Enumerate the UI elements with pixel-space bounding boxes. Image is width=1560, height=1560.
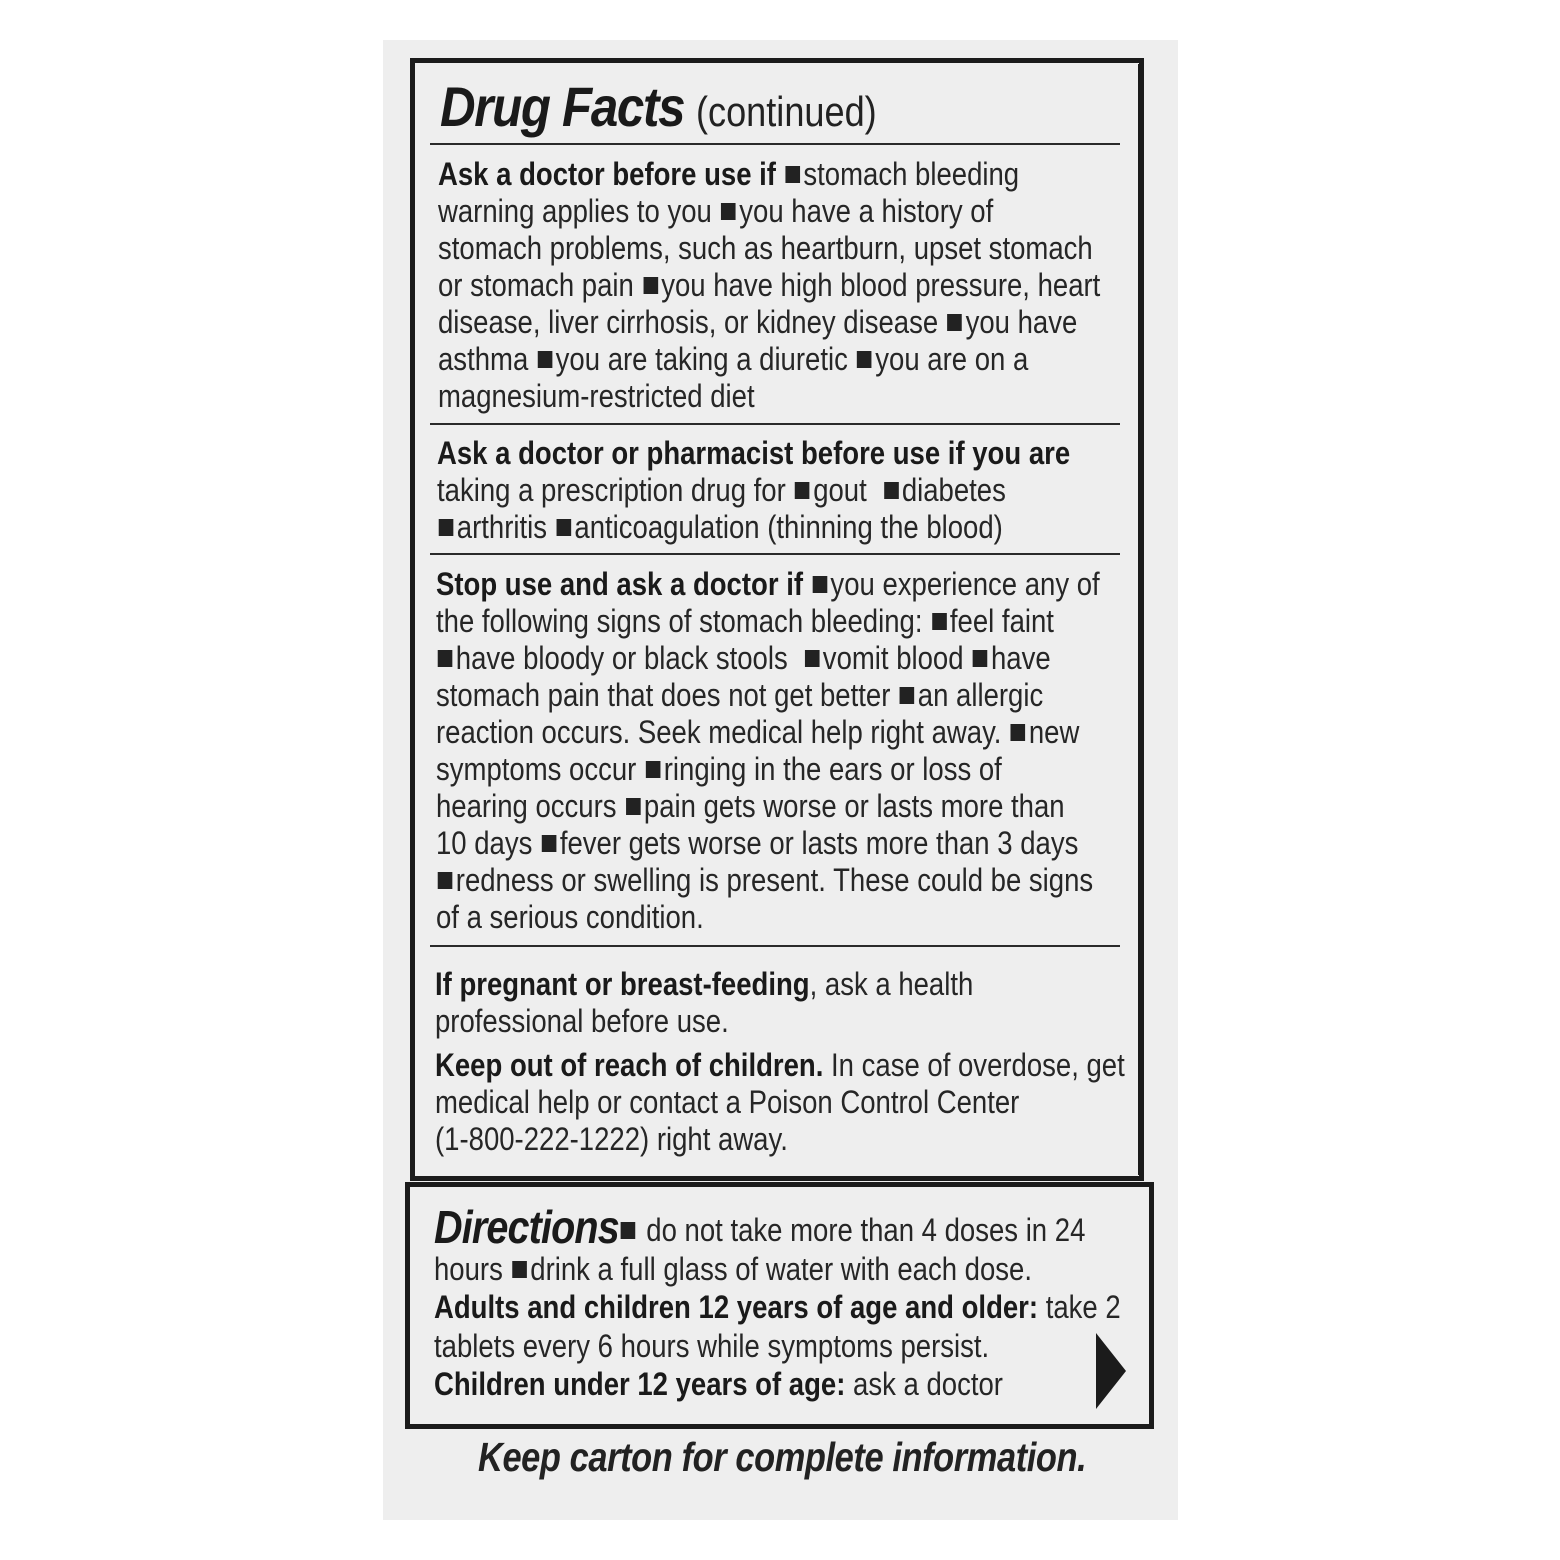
keep-out-section	[435, 1047, 1125, 1158]
text: have bloody or black stools	[455, 640, 788, 676]
bullet-icon	[857, 351, 872, 368]
text: warning applies to you	[438, 193, 712, 229]
text: anticoagulation (thinning the blood)	[574, 509, 1003, 545]
continue-arrow-icon	[1096, 1333, 1126, 1409]
bullet-icon	[973, 650, 988, 667]
text: hearing occurs	[436, 788, 617, 824]
text: In case of overdose, get	[823, 1047, 1125, 1083]
bullet-icon	[785, 166, 800, 183]
pregnant-section	[435, 966, 973, 1040]
text: you have high blood pressure, heart	[661, 267, 1101, 303]
bullet-icon	[932, 613, 947, 630]
title-continued: (continued)	[695, 88, 877, 135]
text: taking a prescription drug for	[437, 472, 786, 508]
text: do not take more than 4 doses in 24	[646, 1212, 1086, 1248]
bullet-icon	[538, 351, 553, 368]
text: arthritis	[456, 509, 547, 545]
text: you are taking a diuretic	[555, 341, 848, 377]
text: stomach problems, such as heartburn, upset stomach	[438, 230, 1093, 266]
divider	[430, 423, 1120, 425]
text: gout	[813, 472, 867, 508]
bullet-icon	[438, 650, 453, 667]
bullet-icon	[948, 314, 963, 331]
directions-title: Directions	[434, 1201, 619, 1253]
bullet-icon	[1011, 724, 1026, 741]
text: you are on a	[875, 341, 1029, 377]
bullet-icon	[646, 761, 661, 778]
keep-out-heading: Keep out of reach of children.	[435, 1047, 824, 1083]
text: take 2	[1038, 1289, 1121, 1325]
text: an allergic	[917, 677, 1044, 713]
bullet-icon	[812, 576, 827, 593]
adults-heading: Adults and children 12 years of age and older:	[434, 1289, 1039, 1325]
bullet-icon	[900, 687, 915, 704]
text: vomit blood	[822, 640, 964, 676]
children-heading: Children under 12 years of age:	[434, 1366, 846, 1402]
text: (1-800-222-1222) right away.	[435, 1121, 788, 1157]
ask-pharmacist-section	[437, 435, 1070, 546]
bullet-icon	[643, 277, 658, 294]
pregnant-heading: If pregnant or breast-feeding	[435, 966, 810, 1002]
text: fever gets worse or lasts more than 3 days	[559, 825, 1079, 861]
text: 10 days	[436, 825, 533, 861]
directions-section	[434, 1201, 1121, 1404]
text: medical help or contact a Poison Control Center	[435, 1084, 1020, 1120]
bullet-icon	[795, 482, 810, 499]
text: disease, liver cirrhosis, or kidney disease	[438, 304, 939, 340]
text: redness or swelling is present. These could be signs	[455, 862, 1094, 898]
text: hours	[434, 1250, 503, 1287]
text: feel faint	[949, 603, 1054, 639]
text: ringing in the ears or loss of	[663, 751, 1002, 787]
text: professional before use.	[435, 1003, 729, 1039]
text: you experience any of	[830, 566, 1100, 602]
stop-use-heading: Stop use and ask a doctor if	[436, 566, 804, 602]
bullet-icon	[884, 482, 899, 499]
stop-use-section	[436, 566, 1100, 936]
text: magnesium-restricted diet	[438, 378, 755, 414]
text: stomach bleeding	[803, 156, 1020, 192]
bullet-icon	[621, 1222, 636, 1239]
text: stomach pain that does not get better	[436, 677, 891, 713]
divider	[430, 553, 1120, 555]
ask-doctor-section	[438, 156, 1100, 415]
text: tablets every 6 hours while symptoms persist.	[434, 1327, 990, 1364]
text: asthma	[438, 341, 529, 377]
bullet-icon	[556, 519, 571, 536]
text: new	[1028, 714, 1080, 750]
text: or stomach pain	[438, 267, 634, 303]
text: have	[990, 640, 1051, 676]
ask-doctor-heading: Ask a doctor before use if	[438, 156, 776, 192]
bullet-icon	[512, 1261, 527, 1278]
text: , ask a health	[809, 966, 974, 1002]
text: ask a doctor	[845, 1366, 1003, 1402]
footer-note: Keep carton for complete information.	[478, 1434, 1087, 1480]
divider	[430, 945, 1120, 947]
text: you have a history of	[739, 193, 994, 229]
bullet-icon	[721, 203, 736, 220]
text: diabetes	[901, 472, 1006, 508]
text: of a serious condition.	[436, 899, 704, 935]
bullet-icon	[626, 798, 641, 815]
text: symptoms occur	[436, 751, 637, 787]
text: the following signs of stomach bleeding:	[436, 603, 923, 639]
ask-pharmacist-heading: Ask a doctor or pharmacist before use if you are	[437, 435, 1071, 471]
bullet-icon	[438, 872, 453, 889]
bullet-icon	[439, 519, 454, 536]
bullet-icon	[805, 650, 820, 667]
text: reaction occurs. Seek medical help right away.	[436, 714, 1002, 750]
text: you have	[965, 304, 1078, 340]
divider	[430, 143, 1120, 145]
bullet-icon	[542, 835, 557, 852]
title-bold: Drug Facts	[440, 75, 685, 138]
text: drink a full glass of water with each dose.	[530, 1250, 1032, 1287]
text: pain gets worse or lasts more than	[643, 788, 1065, 824]
